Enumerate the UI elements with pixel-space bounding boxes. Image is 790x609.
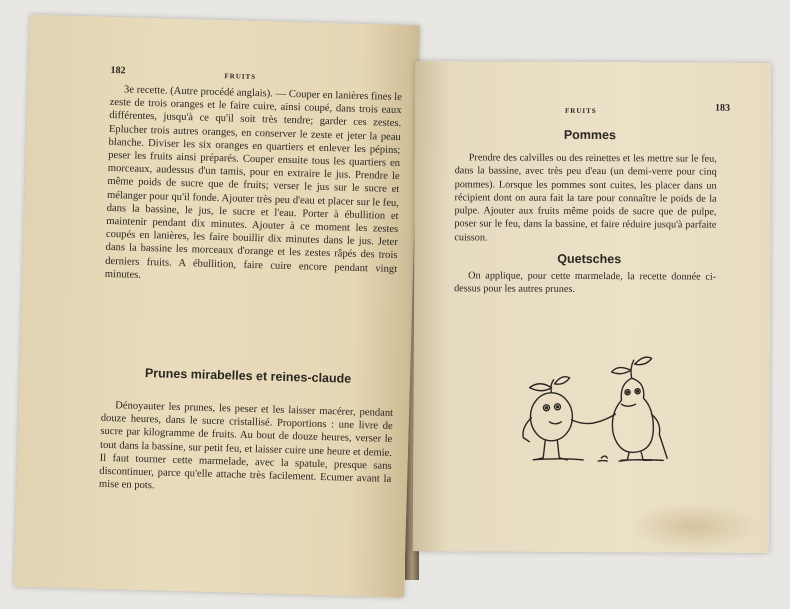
left-running-head: FRUITS (224, 72, 257, 82)
right-page (413, 61, 772, 553)
right-page-number: 183 (715, 102, 731, 114)
prunes-text: Dénoyauter les prunes, les peser et les laisser macérer, pendant douze heures, dans le sucre cristallisé. Proportions : une livre de sucre par kilogramme de fruits. Au bout de douze heures, verser le tout dans la bassine, sur petit feu, et laisser cuire une heure et demie. Il faut tourner cette marmelade, avec la spatule, presque sans discontinuer, parce qu'elle attache très facilement. Ecumer avant la mise en pots. (98, 400, 394, 492)
quetsches-heading: Quetsches (557, 251, 622, 267)
left-page (14, 15, 420, 598)
prunes-heading: Prunes mirabelles et reines-claude (144, 366, 352, 386)
pommes-text: Prendre des calvilles ou des reinettes et les mettre sur le feu, dans la bassine, avec très peu d'eau (un demi-verre pour cinq pommes). Lorsque les pommes sont cuites, les placer dans un récipient dont on aura fait la tare pour connaître le poids de la pulpe. Ajouter aux fruits même poids de sucre que de pulpe, poser sur le feu, dans la bassine, et faire réduire jusqu'à parfaite cuisson. (454, 152, 717, 244)
paper-stain (628, 502, 758, 551)
recipe-text: 3e recette. (Autre procédé anglais). — Couper en lanières fines le zeste de trois oranges et le faire cuire, ainsi coupé, dans trois eaux différentes, jusqu'à ce qu'il soit très tendre; garder ces zestes. Eplucher trois autres oranges, en conserver le zeste et jeter la peau blanche. Diviser les six oranges en quartiers et enlever les pépins; peser les fruits ainsi préparés. Couper ensuite tous les quartiers en morceaux, audessus d'un tamis, pour en extraire le jus. Prendre le même poids de sucre que de fruits; verser le jus sur le sucre et mélanger pour qu'il fonde. Ajouter très peu d'eau et placer sur le feu, dans la bassine, le jus, le sucre et l'eau. Porter à ébullition et maintenir pendant dix minutes. Ajouter à ce moment les zestes coupés en lanières, les faire bouillir dix minutes dans le jus. Jeter dans la bassine les morceaux d'orange et les zestes râpés des trois derniers fruits. A ébullition, faire cuire encore pendant vingt minutes. (104, 84, 403, 281)
fruit-illustration (503, 342, 674, 473)
recipe-paragraph (105, 83, 402, 289)
prunes-paragraph (99, 399, 393, 500)
pommes-paragraph (454, 151, 716, 245)
quetsches-paragraph (454, 269, 716, 297)
right-running-head: FRUITS (565, 106, 597, 116)
quetsches-text: On applique, pour cette marmelade, la recette donnée ci-dessus pour les autres prunes. (454, 270, 717, 296)
pommes-heading: Pommes (563, 127, 616, 143)
left-page-number: 182 (110, 64, 126, 77)
